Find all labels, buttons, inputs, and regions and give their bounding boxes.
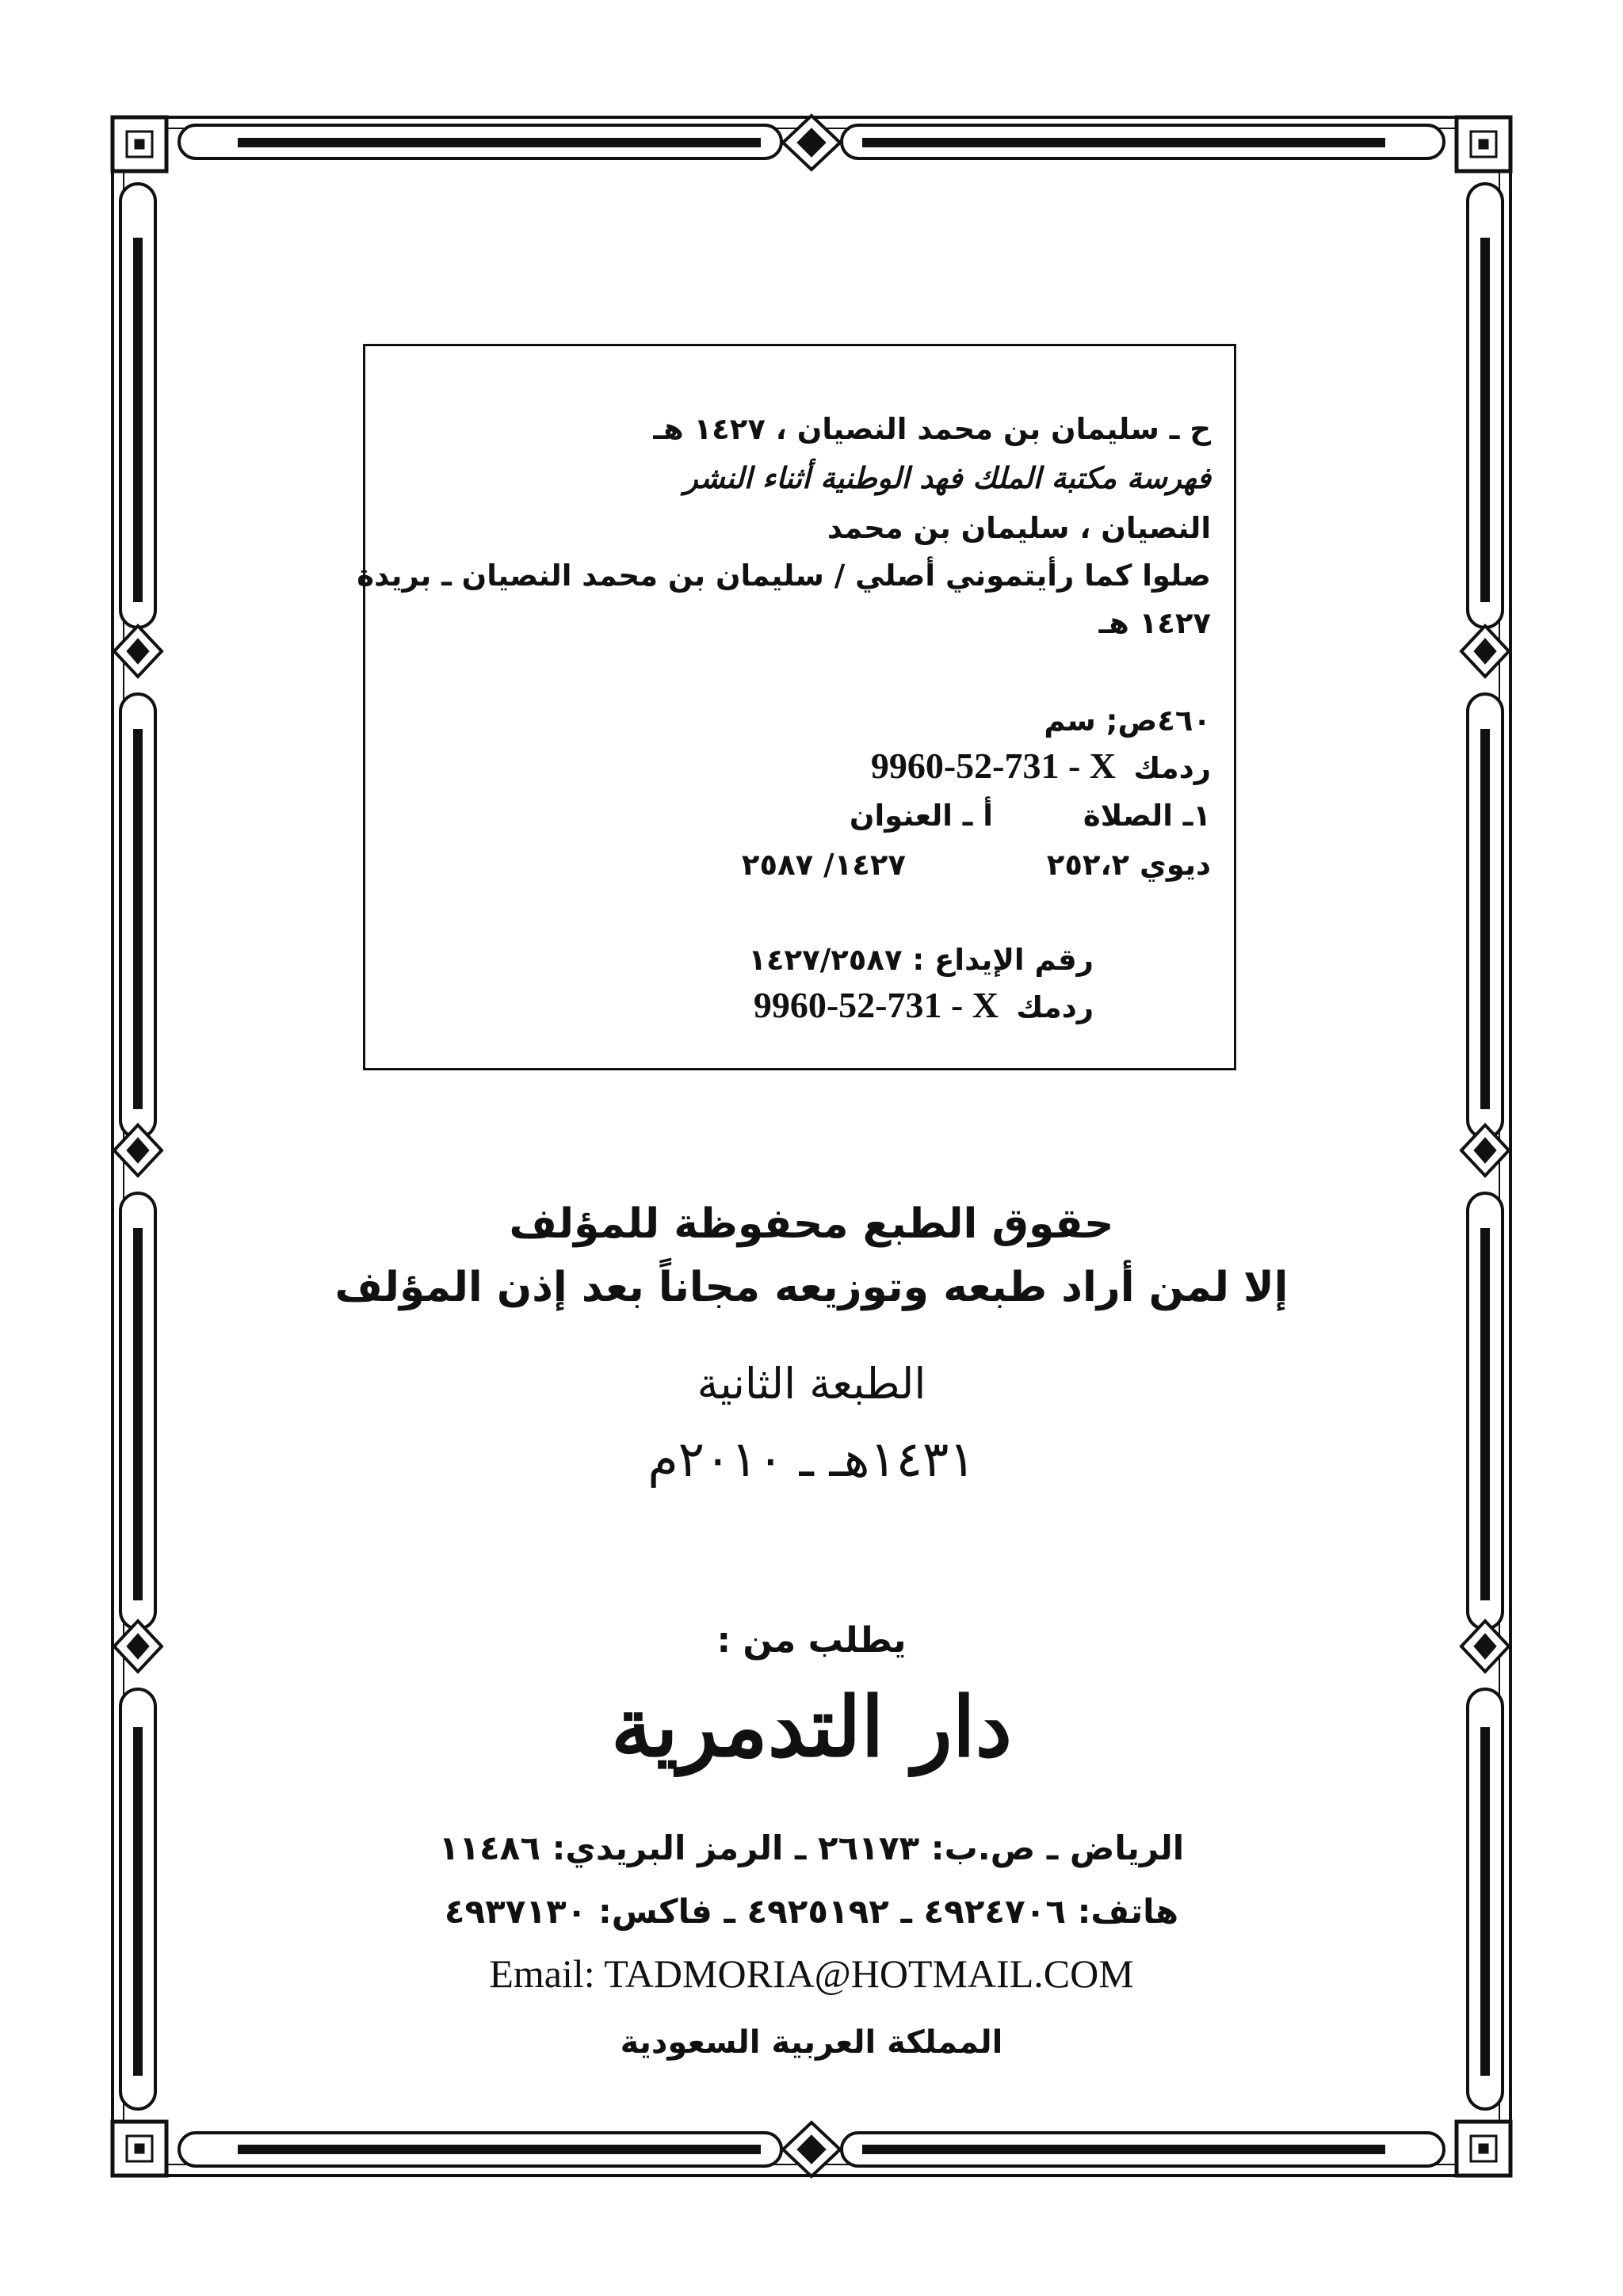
publisher-phones: هاتف: ٤٩٢٤٧٠٦ ـ ٤٩٢٥١٩٢ ـ فاكس: ٤٩٣٧١٣٠: [444, 1892, 1179, 1931]
cip-library-line: فهرسة مكتبة الملك فهد الوطنية أثناء النشر: [683, 461, 1211, 495]
cip-title-entry: أ ـ العنوان: [849, 799, 993, 833]
rights-line-1: حقوق الطبع محفوظة للمؤلف: [509, 1200, 1114, 1248]
cip-deposit-line: رقم الإيداع : ١٤٢٧/٢٥٨٧: [748, 943, 1094, 977]
cip-dewey-line: ديوي ٢٥٢،٢: [1046, 848, 1211, 882]
cip-pages-line: ٤٦٠ص; سم: [1044, 704, 1211, 738]
rights-line-2: إلا لمن أراد طبعه وتوزيعه مجاناً بعد إذن المؤلف: [334, 1264, 1289, 1311]
publisher-logo: دار التدمرية: [611, 1678, 1012, 1775]
cip-title-line: صلوا كما رأيتموني أصلي / سليمان بن محمد النصيان ـ بريدة: [357, 559, 1211, 593]
cip-year-line: ١٤٢٧ هـ: [1098, 606, 1211, 640]
cip-copyright-line: ح ـ سليمان بن محمد النصيان ، ١٤٢٧ هـ: [653, 412, 1211, 446]
edition-years: ١٤٣١هـ ـ ٢٠١٠م: [647, 1430, 976, 1488]
publisher-email: Email: TADMORIA@HOTMAIL.COM: [489, 1951, 1134, 1996]
cip-isbn2-value: [754, 984, 999, 1026]
cip-dewey-deposit: ١٤٢٧/ ٢٥٨٧: [741, 848, 906, 882]
cip-subject-line: ١ـ الصلاة: [1083, 799, 1211, 833]
cip-isbn2-label: ردمك: [1016, 990, 1094, 1024]
order-from: يطلب من :: [716, 1620, 907, 1661]
cip-isbn-label: ردمك: [1133, 751, 1211, 785]
cip-isbn-value: [871, 745, 1116, 787]
edition-label: الطبعة الثانية: [697, 1359, 926, 1409]
publisher-address: الرياض ـ ص.ب: ٢٦١٧٣ ـ الرمز البريدي: ١١٤٨٦: [438, 1829, 1185, 1867]
cip-isbn2-number: 9960-52-731 - X: [753, 985, 999, 1025]
cip-isbn-number: 9960-52-731 - X: [870, 746, 1116, 786]
cip-author-line: النصيان ، سليمان بن محمد: [827, 511, 1211, 545]
publisher-country: المملكة العربية السعودية: [620, 2024, 1003, 2061]
